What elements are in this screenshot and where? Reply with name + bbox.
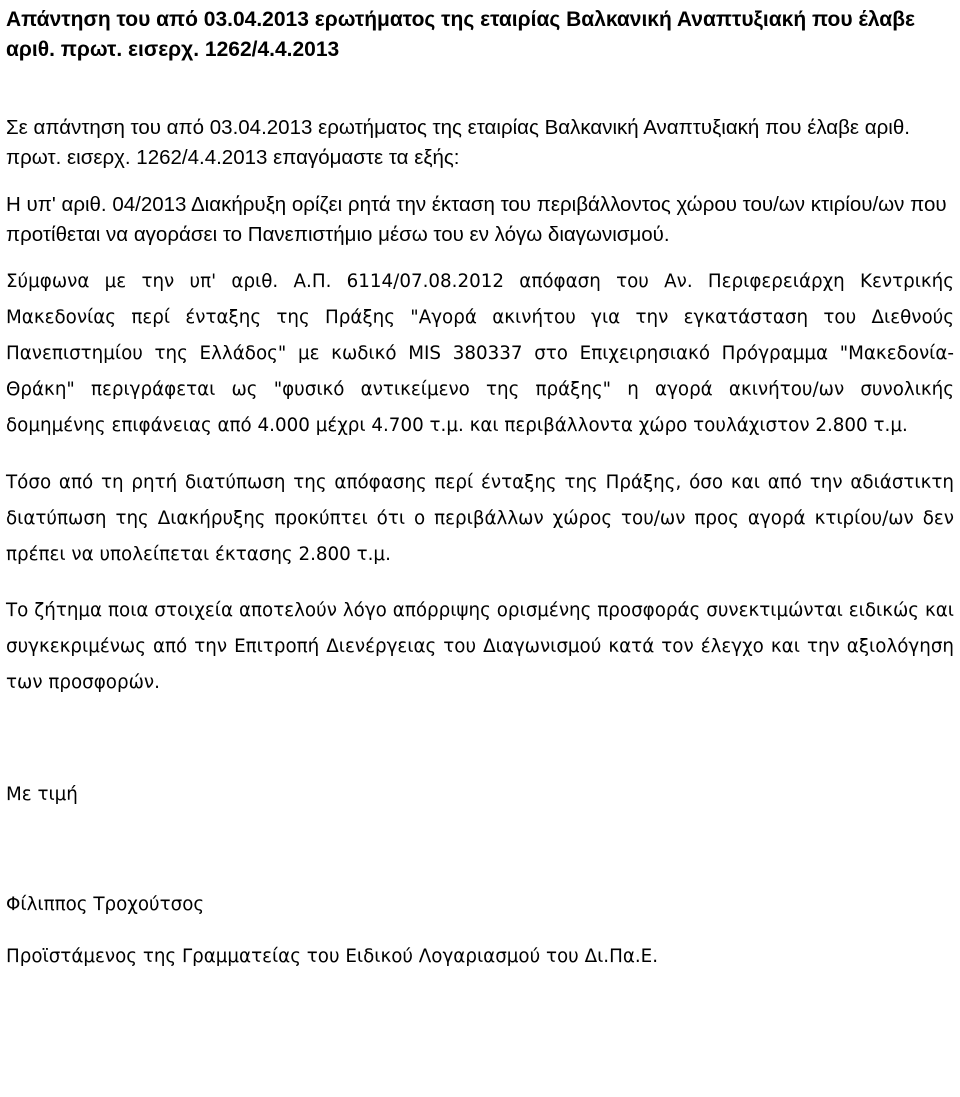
document xyxy=(6,0,954,975)
signatory-title: Προϊστάμενος της Γραμματείας του Ειδικού Λογαριασμού του Δι.Πα.Ε. xyxy=(6,946,659,967)
combined-reading-paragraph: Τόσο από τη ρητή διατύπωση της απόφασης περί ένταξης της Πράξης, όσο και από την αδιάστικτη διατύπωση της Διακήρυξης προκύπτει ότι ο περιβάλλων χώρος του/ων προς αγορά κτιρίου/ων δεν πρέπει να υπολείπεται έκτασης 2.800 τ.μ. xyxy=(6,472,954,565)
closing-salutation: Με τιμή xyxy=(6,784,78,805)
signatory-name: Φίλιππος Τροχούτσος xyxy=(6,894,205,915)
evaluation-issue-paragraph: Το ζήτημα ποια στοιχεία αποτελούν λόγο απόρριψης ορισμένης προσφοράς συνεκτιμώνται ειδικώς και συγκεκριμένως από την Επιτροπή Διενέργειας του Διαγωνισμού κατά τον έλεγχο και την αξιολόγηση των προσφορών. xyxy=(6,600,954,693)
document-heading: Απάντηση του από 03.04.2013 ερωτήματος της εταιρίας Βαλκανική Αναπτυξιακή που έλαβε αριθ. πρωτ. εισερχ. 1262/4.4.2013 xyxy=(6,8,915,61)
declaration-paragraph: Η υπ' αριθ. 04/2013 Διακήρυξη ορίζει ρητά την έκταση του περιβάλλοντος χώρου του/ων κτιρίου/ων που προτίθεται να αγοράσει το Πανεπιστήμιο μέσω του εν λόγω διαγωνισμού. xyxy=(6,193,947,246)
decision-paragraph: Σύμφωνα με την υπ' αριθ. Α.Π. 6114/07.08.2012 απόφαση του Αν. Περιφερειάρχη Κεντρικής Μακεδονίας περί ένταξης της Πράξης "Αγορά ακινήτου για την εγκατάσταση του Διεθνούς Πανεπιστημίου της Ελλάδος" με κωδικό MIS 380337 στο Επιχειρησιακό Πρόγραμμα "Μακεδονία-Θράκη" περιγράφεται ως "φυσικό αντικείμενο της πράξης" η αγορά ακινήτου/ων συνολικής δομημένης επιφάνειας από 4.000 μέχρι 4.700 τ.μ. και περιβάλλοντα χώρο τουλάχιστον 2.800 τ.μ. xyxy=(6,271,954,436)
intro-paragraph: Σε απάντηση του από 03.04.2013 ερωτήματος της εταιρίας Βαλκανική Αναπτυξιακή που έλαβε αριθ. πρωτ. εισερχ. 1262/4.4.2013 επαγόμαστε τα εξής: xyxy=(6,116,910,169)
